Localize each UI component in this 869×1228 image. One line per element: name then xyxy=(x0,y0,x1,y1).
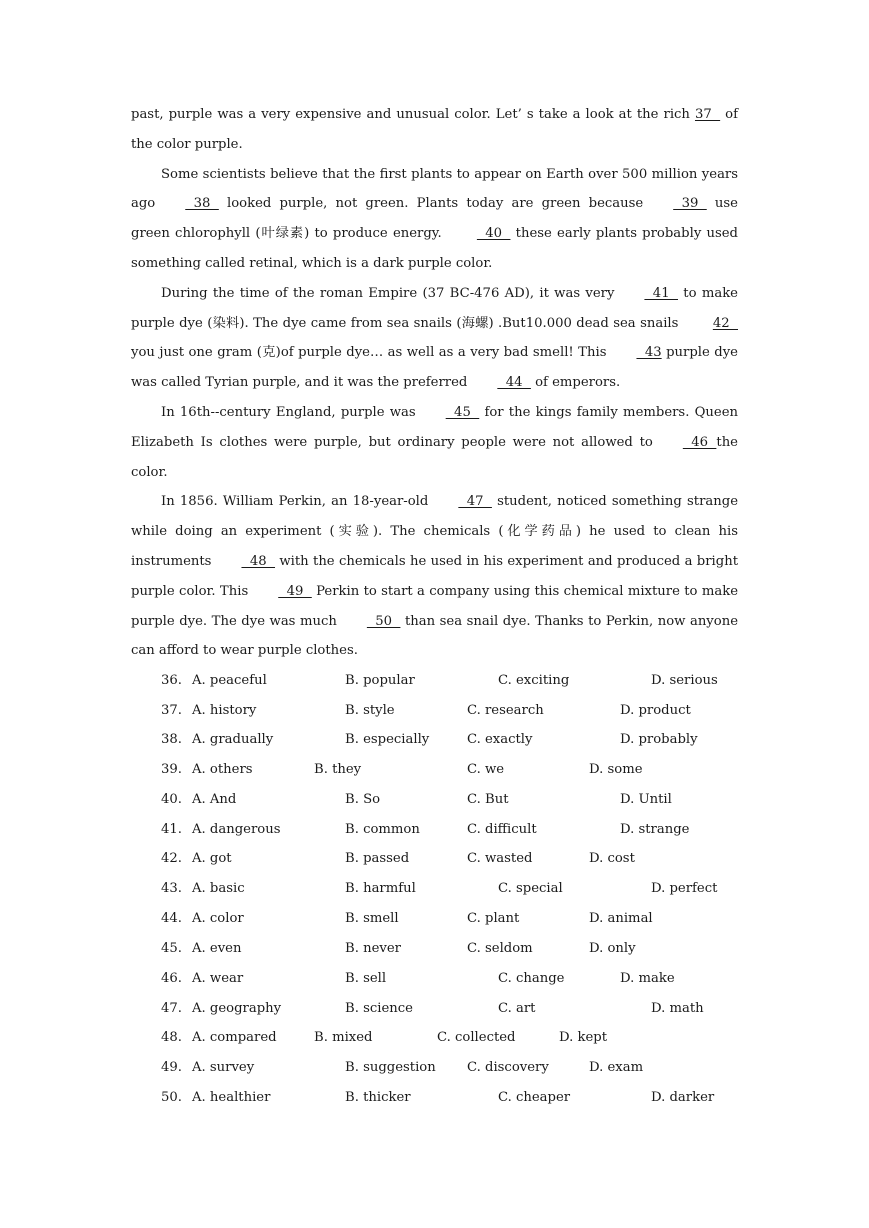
option-b: B. never xyxy=(345,941,401,956)
question-number: 47. xyxy=(161,1001,182,1016)
question-number: 48. xyxy=(161,1030,182,1045)
option-a: A. survey xyxy=(192,1060,255,1075)
passage-text: purple dye was called Tyrian purple, and it was the preferred xyxy=(131,345,738,391)
question-number: 46. xyxy=(161,971,182,986)
option-c: C. difficult xyxy=(467,822,537,837)
option-a: A. basic xyxy=(192,881,245,896)
option-c: C. exciting xyxy=(498,673,570,688)
option-b: B. sell xyxy=(345,971,387,986)
answer-blank: 48 xyxy=(241,553,276,569)
passage-text: these early plants probably used something called retinal, which is a dark purple color. xyxy=(131,226,738,271)
option-c: C. wasted xyxy=(467,851,533,866)
option-d: D. some xyxy=(589,762,643,777)
passage-text: In 1856. William Perkin, an 18-year-old xyxy=(161,494,429,510)
option-d: D. probably xyxy=(620,732,698,747)
option-d: D. only xyxy=(589,941,636,956)
question-row xyxy=(161,999,761,1019)
passage-text: the color. xyxy=(131,434,738,480)
option-d: D. product xyxy=(620,703,691,718)
question-number: 39. xyxy=(161,762,182,777)
paragraph-2 xyxy=(131,160,738,279)
question-number: 49. xyxy=(161,1060,182,1075)
option-b: B. So xyxy=(345,792,381,807)
option-b: B. style xyxy=(345,703,395,718)
passage-text: Perkin to start a company using this chemical mixture to make purple dye. The dye was much xyxy=(131,583,738,629)
paragraph-4 xyxy=(131,398,738,487)
option-a: A. dangerous xyxy=(192,822,281,837)
option-c: C. seldom xyxy=(467,941,533,956)
question-number: 42. xyxy=(161,851,182,866)
passage-text: student, noticed something strange while doing an experiment (实验). The chemicals (化学药品) he used to clean his instruments xyxy=(131,494,738,569)
answer-blank: 46 xyxy=(682,434,717,450)
option-a: A. gradually xyxy=(192,732,274,747)
passage-text: of the color purple. xyxy=(131,107,738,152)
option-c: C. plant xyxy=(467,911,520,926)
paragraph-3 xyxy=(131,279,738,398)
question-row xyxy=(161,879,761,899)
option-a: A. even xyxy=(192,941,242,956)
option-d: D. serious xyxy=(651,673,718,688)
passage-text: past, purple was a very expensive and unusual color. Let’ s take a look at the rich xyxy=(131,107,695,122)
question-number: 41. xyxy=(161,822,182,837)
passage-text: During the time of the roman Empire (37 BC-476 AD), it was very xyxy=(161,285,615,301)
question-row xyxy=(161,671,761,691)
option-b: B. thicker xyxy=(345,1090,411,1105)
answer-blank: 49 xyxy=(278,583,312,599)
option-d: D. animal xyxy=(589,911,653,926)
answer-blank: 38 xyxy=(185,196,219,212)
passage-text: In 16th--century England, purple was xyxy=(161,404,416,420)
option-c: C. cheaper xyxy=(498,1090,571,1105)
option-a: A. others xyxy=(192,762,253,777)
question-row xyxy=(161,939,761,959)
option-d: D. cost xyxy=(589,851,635,866)
option-c: C. collected xyxy=(437,1030,516,1045)
option-c: C. we xyxy=(467,762,505,777)
answer-blank: 43 xyxy=(636,345,662,361)
answer-blank: 45 xyxy=(445,404,480,420)
option-d: D. kept xyxy=(559,1030,608,1045)
answer-blank: 39 xyxy=(673,196,707,212)
question-number: 44. xyxy=(161,911,182,926)
option-d: D. Until xyxy=(620,792,672,807)
option-d: D. math xyxy=(651,1001,704,1016)
passage-text: for the kings family members. Queen Elizabeth Is clothes were purple, but ordinary people were not allowed to xyxy=(131,404,739,450)
option-d: D. make xyxy=(620,971,675,986)
question-number: 43. xyxy=(161,881,182,896)
option-b: B. mixed xyxy=(314,1030,373,1045)
option-d: D. darker xyxy=(651,1090,715,1105)
option-c: C. change xyxy=(498,971,565,986)
option-b: B. harmful xyxy=(345,881,416,896)
option-a: A. wear xyxy=(192,971,244,986)
answer-blank: 37 xyxy=(694,107,721,122)
option-b: B. common xyxy=(345,822,420,837)
passage-text: than sea snail dye. Thanks to Perkin, now anyone can afford to wear purple clothes. xyxy=(131,613,738,659)
passage-text: looked purple, not green. Plants today are green because xyxy=(218,196,644,212)
question-row xyxy=(161,1028,761,1048)
passage-text: of emperors. xyxy=(530,375,621,391)
passage-text: with the chemicals he used in his experiment and produced a bright purple color. This xyxy=(131,553,738,599)
option-b: B. especially xyxy=(345,732,430,747)
option-a: A. got xyxy=(192,851,232,866)
question-row xyxy=(161,701,761,721)
question-number: 37. xyxy=(161,703,182,718)
option-b: B. science xyxy=(345,1001,413,1016)
question-row xyxy=(161,1058,761,1078)
option-a: A. geography xyxy=(192,1001,282,1016)
question-row xyxy=(161,909,761,929)
question-number: 40. xyxy=(161,792,182,807)
question-number: 50. xyxy=(161,1090,182,1105)
answer-blank: 50 xyxy=(366,613,401,629)
answer-blank: 44 xyxy=(497,375,531,391)
option-c: C. special xyxy=(498,881,563,896)
answer-blank: 47 xyxy=(458,494,492,510)
question-row xyxy=(161,969,761,989)
option-a: A. healthier xyxy=(192,1090,271,1105)
passage-text: Some scientists believe that the first plants to appear on Earth over 500 million years ago xyxy=(131,166,738,212)
option-b: B. they xyxy=(314,762,362,777)
answer-blank: 42 xyxy=(712,315,738,331)
question-row xyxy=(161,730,761,750)
question-row xyxy=(161,760,761,780)
option-c: C. exactly xyxy=(467,732,533,747)
question-number: 36. xyxy=(161,673,182,688)
option-d: D. perfect xyxy=(651,881,718,896)
option-b: B. suggestion xyxy=(345,1060,436,1075)
option-d: D. strange xyxy=(620,822,690,837)
option-a: A. color xyxy=(192,911,244,926)
question-number: 45. xyxy=(161,941,182,956)
option-c: C. research xyxy=(467,703,544,718)
passage-text: to make purple dye (染料). The dye came from sea snails (海螺) .But10.000 dead sea snails xyxy=(131,285,738,331)
option-a: A. history xyxy=(192,703,257,718)
option-a: A. peaceful xyxy=(192,673,267,688)
passage-text: use green chlorophyll (叶绿素) to produce energy. xyxy=(131,196,738,242)
answer-blank: 41 xyxy=(644,285,678,301)
question-row xyxy=(161,820,761,840)
paragraph-1 xyxy=(131,100,738,160)
paragraph-5 xyxy=(131,487,738,666)
option-c: C. art xyxy=(498,1001,536,1016)
answer-blank: 40 xyxy=(476,226,511,242)
option-b: B. popular xyxy=(345,673,415,688)
option-c: C. discovery xyxy=(467,1060,549,1075)
question-number: 38. xyxy=(161,732,182,747)
option-a: A. compared xyxy=(192,1030,277,1045)
question-row xyxy=(161,1088,761,1108)
option-b: B. passed xyxy=(345,851,410,866)
option-d: D. exam xyxy=(589,1060,644,1075)
question-row xyxy=(161,849,761,869)
question-row xyxy=(161,790,761,810)
cloze-passage xyxy=(131,100,738,666)
option-c: C. But xyxy=(467,792,509,807)
passage-text: you just one gram (克)of purple dye… as well as a very bad smell! This xyxy=(131,345,607,361)
option-a: A. And xyxy=(192,792,237,807)
option-b: B. smell xyxy=(345,911,399,926)
